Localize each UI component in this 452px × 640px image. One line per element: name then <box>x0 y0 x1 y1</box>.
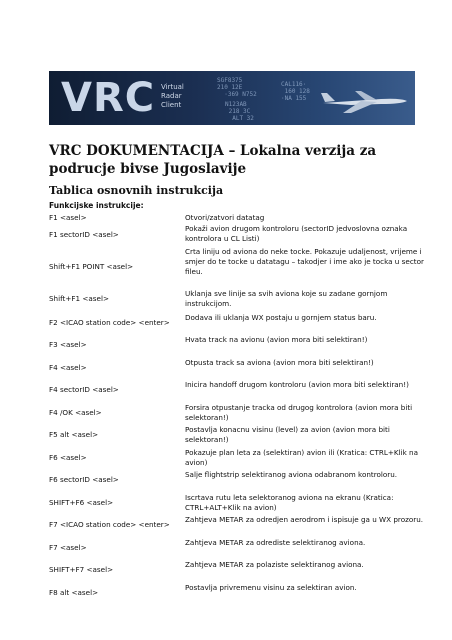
command-key: F7 <asel> <box>49 543 87 552</box>
radar-label-2: CAL116· 160 128 ·NA 155 <box>281 81 310 102</box>
airplane-icon <box>321 85 409 115</box>
command-key: SHIFT+F6 <asel> <box>49 498 114 507</box>
command-key: F2 <ICAO station code> <enter> <box>49 318 170 327</box>
command-key: F3 <asel> <box>49 340 87 349</box>
command-description: Pokaži avion drugom kontroloru (sectorID jedvoslovna oznaka kontrolora u CL Listi) <box>185 224 408 243</box>
logo-subtitle <box>161 83 184 110</box>
command-key: F4 sectorID <asel> <box>49 385 119 394</box>
command-description: Uklanja sve linije sa svih aviona koje su zadane gornjom instrukcijom. <box>185 289 388 308</box>
logo-subtitle-line: Virtual <box>161 83 184 91</box>
command-description: Zahtjeva METAR za polaziste selektiranog aviona. <box>185 560 364 569</box>
command-description: Iscrtava rutu leta selektoranog aviona na ekranu (Kratica: CTRL+ALT+Klik na avion) <box>185 493 394 512</box>
command-key: F4 <asel> <box>49 363 87 372</box>
command-key: F6 <asel> <box>49 453 87 462</box>
command-key: F6 sectorID <asel> <box>49 475 119 484</box>
command-description: Otvori/zatvori datatag <box>185 213 265 222</box>
command-description: Postavlja privremenu visinu za selektiran avion. <box>185 583 357 592</box>
function-commands-label: Funkcijske instrukcije: <box>49 201 144 210</box>
command-description: Otpusta track sa aviona (avion mora biti selektiran!) <box>185 358 374 367</box>
command-description: Zahtjeva METAR za odrediste selektiranog aviona. <box>185 538 366 547</box>
command-key: Shift+F1 <asel> <box>49 294 109 303</box>
radar-label-3: N123AB 218 3C ALT 32 <box>225 101 254 122</box>
radar-label-1: SGF8375 210 12E ·369 N752 <box>217 77 257 98</box>
command-key: SHIFT+F7 <asel> <box>49 565 114 574</box>
command-description: Crta liniju od aviona do neke tocke. Pokazuje udaljenost, vrijeme i smjer do te tocke u datatagu – takodjer i ime ako je tocka u sector fileu. <box>185 247 424 276</box>
command-description: Forsira otpustanje tracka od drugog kontrolora (avion mora biti selektoran!) <box>185 403 413 422</box>
command-key: F1 sectorID <asel> <box>49 230 119 239</box>
command-description: Hvata track na avionu (avion mora biti selektiran!) <box>185 335 368 344</box>
command-description: Salje flightstrip selektiranog aviona odabranom kontroloru. <box>185 470 398 479</box>
command-key: F8 alt <asel> <box>49 588 99 597</box>
command-key: Shift+F1 POINT <asel> <box>49 262 134 271</box>
logo-subtitle-line: Radar <box>161 92 182 100</box>
command-description: Inicira handoff drugom kontroloru (avion mora biti selektiran!) <box>185 380 409 389</box>
logo-subtitle-line: Client <box>161 101 182 109</box>
vrc-logo: VRC <box>61 75 156 121</box>
command-key: F7 <ICAO station code> <enter> <box>49 520 170 529</box>
command-description: Zahtjeva METAR za odredjen aerodrom i ispisuje ga u WX prozoru. <box>185 515 424 524</box>
header-banner <box>49 71 415 125</box>
command-key: F4 /OK <asel> <box>49 408 102 417</box>
section-title: Tablica osnovnih instrukcija <box>49 184 224 197</box>
document-title: VRC DOKUMENTACIJA – Lokalna verzija za podrucje bivse Jugoslavije <box>49 143 377 177</box>
command-key: F1 <asel> <box>49 213 87 222</box>
command-description: Pokazuje plan leta za (selektiran) avion ili (Kratica: CTRL+Klik na avion) <box>185 448 418 467</box>
command-key: F5 alt <asel> <box>49 430 99 439</box>
command-description: Postavlja konacnu visinu (level) za avion (avion mora biti selektoran!) <box>185 425 390 444</box>
command-description: Dodava ili uklanja WX postaju u gornjem status baru. <box>185 313 377 322</box>
